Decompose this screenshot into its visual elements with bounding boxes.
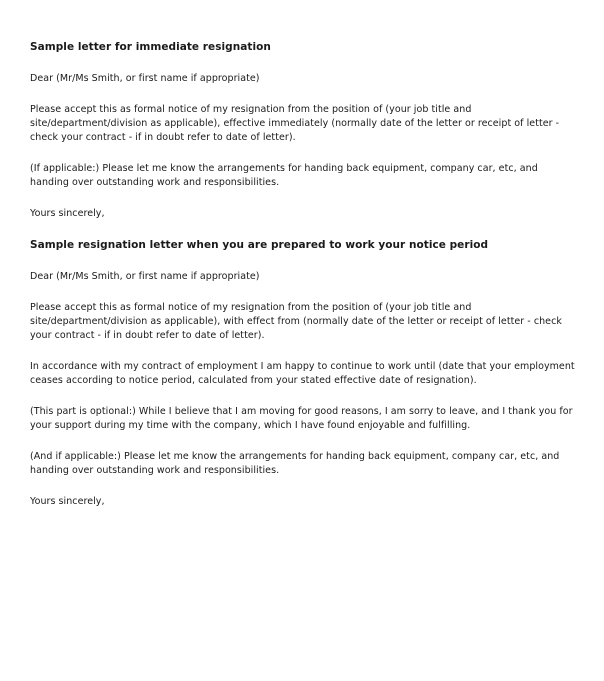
salutation: Dear (Mr/Ms Smith, or first name if appropriate) (30, 271, 260, 282)
salutation: Dear (Mr/Ms Smith, or first name if appropriate) (30, 73, 260, 84)
section-heading: Sample letter for immediate resignation (30, 41, 271, 53)
closing: Yours sincerely, (30, 496, 105, 507)
section-heading: Sample resignation letter when you are prepared to work your notice period (30, 239, 489, 251)
closing: Yours sincerely, (30, 208, 105, 219)
body-paragraph: (This part is optional:) While I believe that I am moving for good reasons, I am sorry to leave, and I thank you for your support during my time with the company, which I have found enjoyable and fulfilling. (30, 406, 573, 431)
body-paragraph: In accordance with my contract of employment I am happy to continue to work until (date that your employment ceases according to notice period, calculated from your stated effective date of resignation). (30, 361, 575, 386)
body-paragraph: Please accept this as formal notice of my resignation from the position of (your job title and site/department/division as applicable), with effect from (normally date of the letter or receipt of letter - check your contract - if in doubt refer to date of letter). (30, 302, 562, 341)
body-paragraph: (If applicable:) Please let me know the arrangements for handing back equipment, company car, etc, and handing over outstanding work and responsibilities. (30, 163, 538, 188)
document-page (30, 40, 578, 509)
immediate-resignation-section (30, 40, 578, 221)
notice-period-section (30, 238, 578, 509)
body-paragraph: (And if applicable:) Please let me know the arrangements for handing back equipment, company car, etc, and handing over outstanding work and responsibilities. (30, 451, 560, 476)
body-paragraph: Please accept this as formal notice of my resignation from the position of (your job title and site/department/division as applicable), effective immediately (normally date of the letter or receipt of letter - check your contract - if in doubt refer to date of letter). (30, 104, 560, 143)
